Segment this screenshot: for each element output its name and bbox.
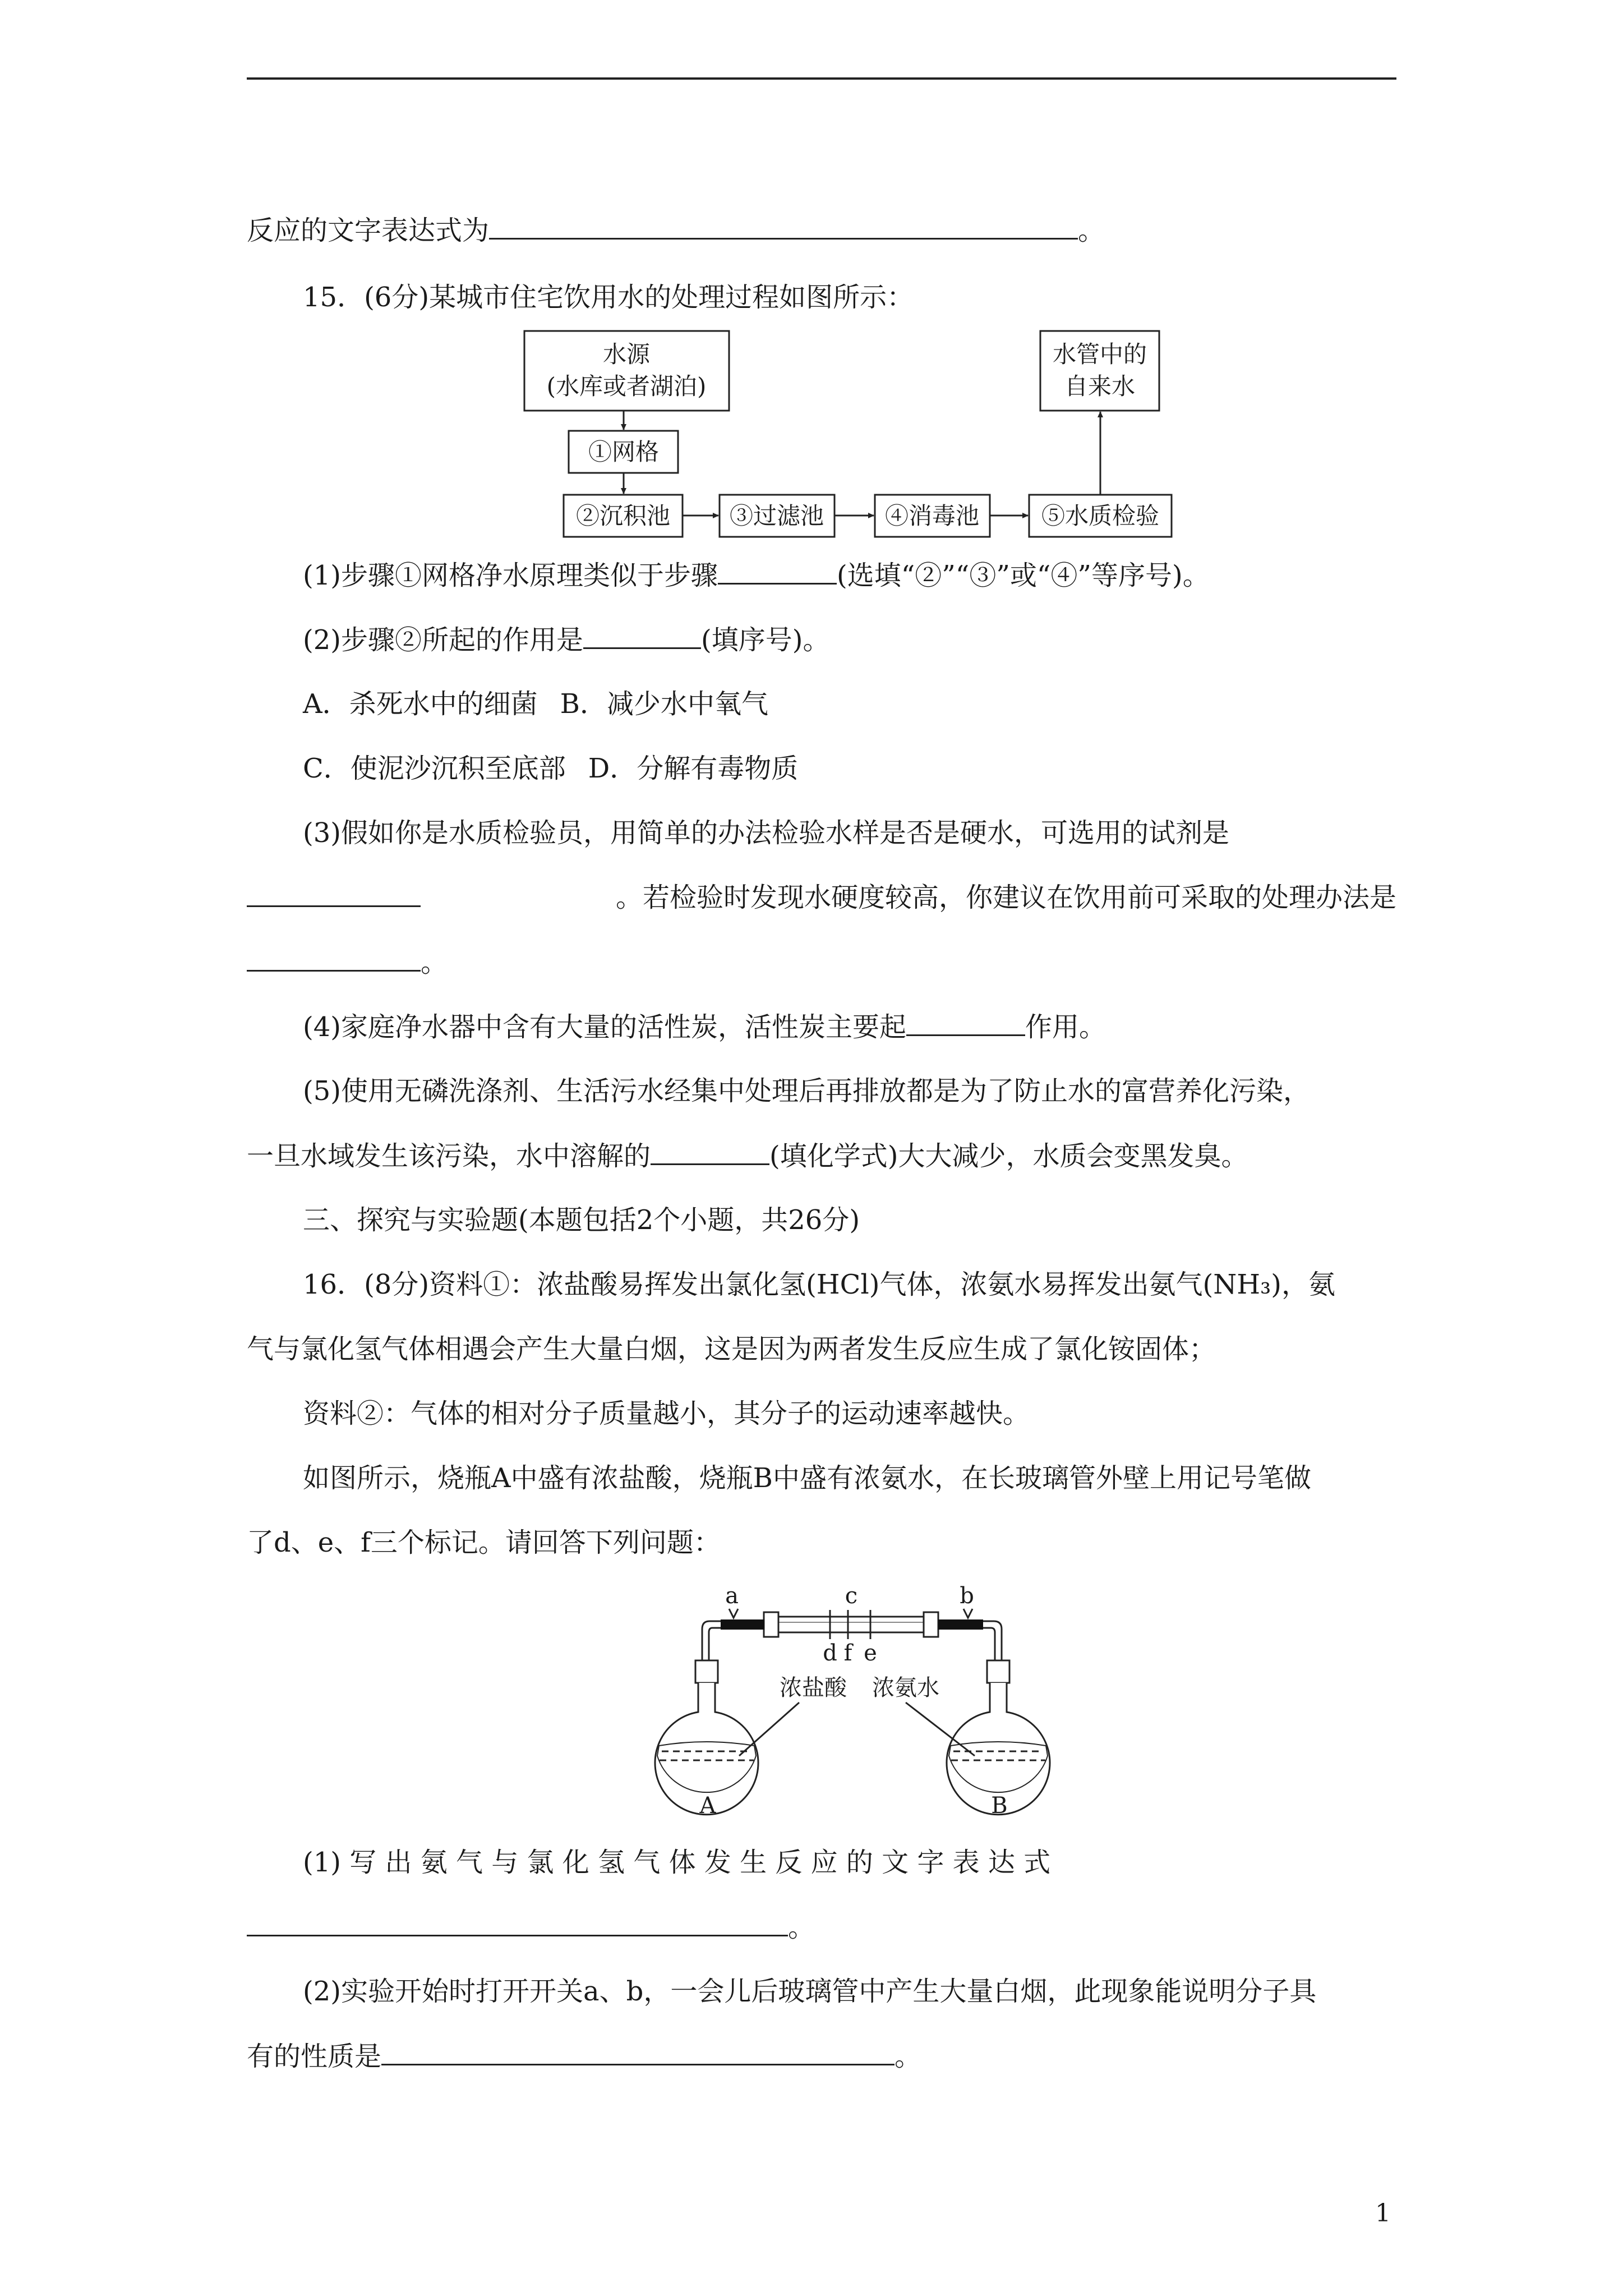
- rubber-tube-left: [721, 1619, 764, 1630]
- step1-label: ①网格: [588, 438, 660, 466]
- q15-part5-line1: (5)使用无磷洗涤剂、生活污水经集中处理后再排放都是为了防止水的富营养化污染，: [303, 1075, 1310, 1107]
- flask-a: [655, 1660, 758, 1815]
- step5-label: ⑤水质检验: [1041, 502, 1160, 530]
- glass-tube: [777, 1617, 925, 1632]
- q15-part3-line2: 。若检验时发现水硬度较高，你建议在饮用前可采取的处理办法是: [247, 881, 1396, 914]
- q16-desc-line1: 如图所示，烧瓶A中盛有浓盐酸，烧瓶B中盛有浓氨水，在长玻璃管外壁上用记号笔做: [303, 1462, 1311, 1494]
- q16-part1-line1: (1) 写 出 氨 气 与 氯 化 氢 气 体 发 生 反 应 的 文 字 表 达 式: [303, 1847, 1051, 1878]
- source-label: 水源: [602, 341, 651, 368]
- mark-f-label: f: [843, 1640, 852, 1666]
- q14-tail-line: 反应的文字表达式为 。: [247, 213, 1396, 247]
- tube-stopper-right: [924, 1612, 938, 1637]
- q16-stem-line2: 气与氯化氢气体相遇会产生大量白烟，这是因为两者发生反应生成了氯化铵固体；: [247, 1333, 1216, 1365]
- hcl-leader-line: [739, 1703, 799, 1756]
- q15-part2: (2)步骤②所起的作用是 (填序号)。: [303, 623, 1396, 657]
- step4-label: ④消毒池: [884, 502, 980, 530]
- q15-part4: (4)家庭净水器中含有大量的活性炭，活性炭主要起 作用。: [303, 1010, 1396, 1044]
- q16-part2-line1: (2)实验开始时打开开关a、b，一会儿后玻璃管中产生大量白烟，此现象能说明分子具: [303, 1976, 1317, 2007]
- q16-info2: 资料②：气体的相对分子质量越小，其分子的运动速率越快。: [303, 1398, 1030, 1429]
- q16-desc-line2: 了d、e、f三个标记。请回答下列问题：: [247, 1527, 721, 1558]
- mark-e-label: e: [864, 1640, 877, 1666]
- source-sublabel: (水库或者湖泊): [546, 372, 707, 400]
- q15-stem: 15．(6分)某城市住宅饮用水的处理过程如图所示：: [303, 282, 914, 313]
- section-3-heading: 三、探究与实验题(本题包括2个小题，共26分): [303, 1204, 860, 1236]
- q15-part3-line1: (3)假如你是水质检验员，用简单的办法检验水样是否是硬水，可选用的试剂是: [303, 817, 1229, 849]
- switch-a-clamp[interactable]: [729, 1609, 738, 1618]
- hcl-label: 浓盐酸: [780, 1675, 847, 1701]
- switch-a-label: a: [725, 1583, 739, 1609]
- flask-a-label: A: [699, 1793, 716, 1819]
- page-number: 1: [1375, 2199, 1391, 2228]
- tap-sublabel: 自来水: [1064, 372, 1136, 400]
- ammonia-label: 浓氨水: [872, 1675, 939, 1701]
- switch-b-label: b: [960, 1583, 974, 1609]
- q15-part5-line2: 一旦水域发生该污染，水中溶解的 (填化学式)大大减少，水质会变黑发臭。: [247, 1139, 1396, 1173]
- rubber-tube-right: [938, 1619, 983, 1630]
- step2-label: ②沉积池: [575, 502, 671, 530]
- q15-options-ab: A．杀死水中的细菌 B．减少水中氧气: [303, 688, 768, 720]
- tap-label: 水管中的: [1052, 341, 1147, 368]
- q15-part3-line3: 。: [247, 945, 1396, 979]
- tube-c-label: c: [845, 1583, 858, 1609]
- q15-part1: (1)步骤①网格净水原理类似于步骤 (选填“②”“③”或“④”等序号)。: [303, 558, 1396, 592]
- q15-options-cd: C．使泥沙沉积至底部 D．分解有毒物质: [303, 753, 799, 784]
- flask-b: [947, 1660, 1050, 1815]
- q16-part1-line2: 。: [247, 1910, 1396, 1944]
- answer-blank[interactable]: [381, 2039, 895, 2065]
- q16-part2-line2: 有的性质是 。: [247, 2039, 1396, 2073]
- switch-b-clamp[interactable]: [963, 1609, 972, 1618]
- q16-stem-line1: 16．(8分)资料①：浓盐酸易挥发出氯化氢(HCl)气体，浓氨水易挥发出氨气(NH₃)，氨: [303, 1269, 1336, 1300]
- tube-stopper-left: [764, 1612, 778, 1637]
- step3-label: ③过滤池: [729, 502, 824, 530]
- flask-b-label: B: [991, 1793, 1008, 1819]
- answer-blank[interactable]: [247, 1910, 788, 1936]
- mark-d-label: d: [823, 1640, 837, 1666]
